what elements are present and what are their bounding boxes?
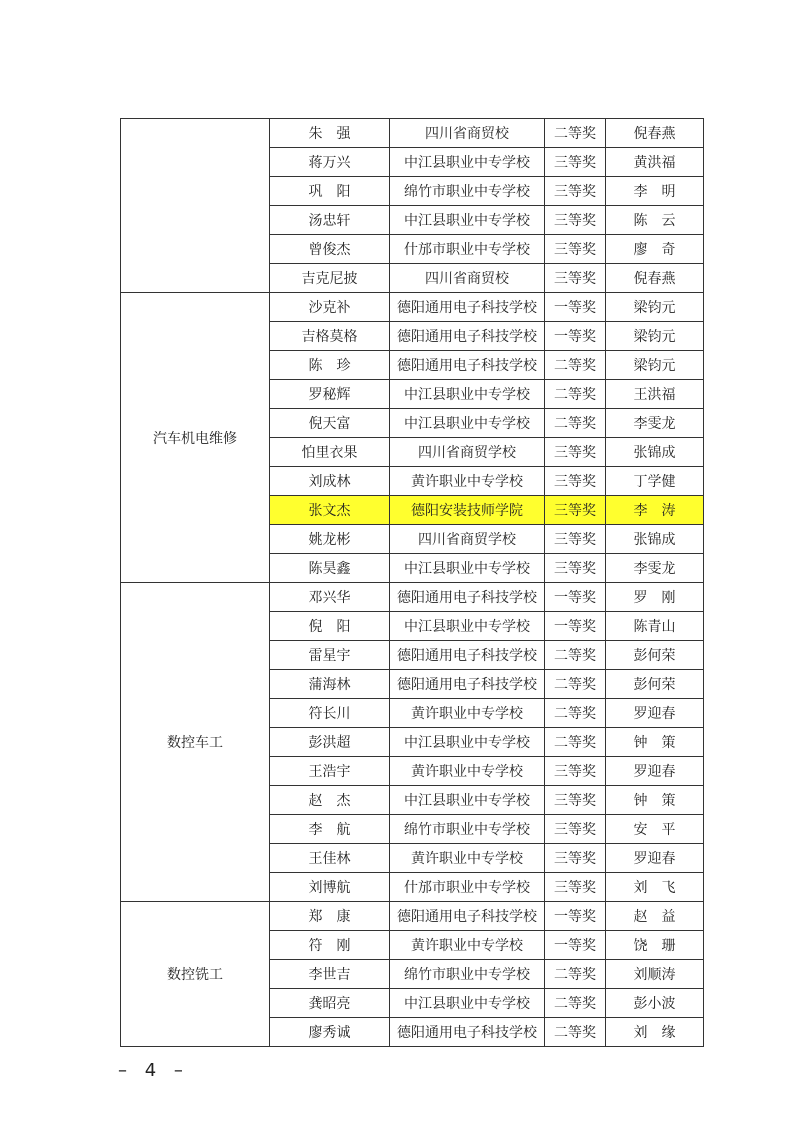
student-name-cell: 赵 杰 <box>270 786 390 815</box>
teacher-cell: 刘 缘 <box>606 1018 704 1047</box>
award-cell: 三等奖 <box>545 467 606 496</box>
teacher-cell: 李雯龙 <box>606 409 704 438</box>
student-name-cell: 吉克尼披 <box>270 264 390 293</box>
teacher-cell: 陈青山 <box>606 612 704 641</box>
school-cell: 德阳通用电子科技学校 <box>390 1018 545 1047</box>
teacher-cell: 钟 策 <box>606 728 704 757</box>
award-cell: 三等奖 <box>545 786 606 815</box>
table-row <box>121 293 704 322</box>
student-name-cell: 刘博航 <box>270 873 390 902</box>
award-cell: 三等奖 <box>545 525 606 554</box>
student-name-cell: 倪天富 <box>270 409 390 438</box>
school-cell: 中江县职业中专学校 <box>390 728 545 757</box>
award-cell: 一等奖 <box>545 293 606 322</box>
teacher-cell: 罗迎春 <box>606 757 704 786</box>
school-cell: 德阳通用电子科技学校 <box>390 902 545 931</box>
student-name-cell: 倪 阳 <box>270 612 390 641</box>
student-name-cell: 李 航 <box>270 815 390 844</box>
teacher-cell: 刘顺涛 <box>606 960 704 989</box>
school-cell: 黄许职业中专学校 <box>390 699 545 728</box>
award-cell: 二等奖 <box>545 119 606 148</box>
student-name-cell: 罗秘辉 <box>270 380 390 409</box>
student-name-cell: 龚昭亮 <box>270 989 390 1018</box>
award-cell: 二等奖 <box>545 641 606 670</box>
teacher-cell: 黄洪福 <box>606 148 704 177</box>
school-cell: 中江县职业中专学校 <box>390 148 545 177</box>
school-cell: 中江县职业中专学校 <box>390 612 545 641</box>
teacher-cell: 钟 策 <box>606 786 704 815</box>
teacher-cell: 彭何荣 <box>606 670 704 699</box>
student-name-cell: 曾俊杰 <box>270 235 390 264</box>
teacher-cell: 陈 云 <box>606 206 704 235</box>
award-cell: 三等奖 <box>545 206 606 235</box>
school-cell: 四川省商贸校 <box>390 264 545 293</box>
award-cell: 三等奖 <box>545 873 606 902</box>
teacher-cell: 安 平 <box>606 815 704 844</box>
student-name-cell: 王佳林 <box>270 844 390 873</box>
school-cell: 德阳安装技师学院 <box>390 496 545 525</box>
teacher-cell: 廖 奇 <box>606 235 704 264</box>
award-cell: 一等奖 <box>545 931 606 960</box>
student-name-cell: 朱 强 <box>270 119 390 148</box>
table-row <box>121 902 704 931</box>
teacher-cell: 李 明 <box>606 177 704 206</box>
page-number: – 4 – <box>118 1060 189 1081</box>
school-cell: 中江县职业中专学校 <box>390 409 545 438</box>
school-cell: 中江县职业中专学校 <box>390 554 545 583</box>
school-cell: 绵竹市职业中专学校 <box>390 177 545 206</box>
school-cell: 黄许职业中专学校 <box>390 931 545 960</box>
school-cell: 四川省商贸校 <box>390 119 545 148</box>
student-name-cell: 蒋万兴 <box>270 148 390 177</box>
school-cell: 德阳通用电子科技学校 <box>390 293 545 322</box>
student-name-cell: 雷星宇 <box>270 641 390 670</box>
teacher-cell: 梁钧元 <box>606 322 704 351</box>
school-cell: 中江县职业中专学校 <box>390 380 545 409</box>
student-name-cell: 汤忠轩 <box>270 206 390 235</box>
category-cell <box>121 119 270 293</box>
school-cell: 什邡市职业中专学校 <box>390 873 545 902</box>
student-name-cell: 李世吉 <box>270 960 390 989</box>
school-cell: 德阳通用电子科技学校 <box>390 322 545 351</box>
award-cell: 一等奖 <box>545 583 606 612</box>
student-name-cell: 张文杰 <box>270 496 390 525</box>
award-cell: 二等奖 <box>545 1018 606 1047</box>
teacher-cell: 罗迎春 <box>606 844 704 873</box>
category-cell: 数控车工 <box>121 583 270 902</box>
award-cell: 二等奖 <box>545 380 606 409</box>
award-cell: 三等奖 <box>545 148 606 177</box>
school-cell: 德阳通用电子科技学校 <box>390 641 545 670</box>
teacher-cell: 倪春燕 <box>606 264 704 293</box>
award-cell: 二等奖 <box>545 351 606 380</box>
teacher-cell: 倪春燕 <box>606 119 704 148</box>
student-name-cell: 刘成林 <box>270 467 390 496</box>
teacher-cell: 赵 益 <box>606 902 704 931</box>
teacher-cell: 王洪福 <box>606 380 704 409</box>
student-name-cell: 郑 康 <box>270 902 390 931</box>
student-name-cell: 姚龙彬 <box>270 525 390 554</box>
award-cell: 二等奖 <box>545 728 606 757</box>
table-row <box>121 583 704 612</box>
school-cell: 什邡市职业中专学校 <box>390 235 545 264</box>
award-cell: 三等奖 <box>545 496 606 525</box>
teacher-cell: 张锦成 <box>606 438 704 467</box>
school-cell: 中江县职业中专学校 <box>390 786 545 815</box>
teacher-cell: 李 涛 <box>606 496 704 525</box>
award-cell: 一等奖 <box>545 612 606 641</box>
award-cell: 三等奖 <box>545 844 606 873</box>
student-name-cell: 怕里衣果 <box>270 438 390 467</box>
award-cell: 三等奖 <box>545 815 606 844</box>
student-name-cell: 王浩宇 <box>270 757 390 786</box>
school-cell: 黄许职业中专学校 <box>390 844 545 873</box>
award-cell: 一等奖 <box>545 322 606 351</box>
award-table <box>120 118 704 1047</box>
award-cell: 三等奖 <box>545 235 606 264</box>
award-cell: 二等奖 <box>545 670 606 699</box>
award-table-body <box>121 119 704 1047</box>
teacher-cell: 彭小波 <box>606 989 704 1018</box>
school-cell: 黄许职业中专学校 <box>390 467 545 496</box>
school-cell: 德阳通用电子科技学校 <box>390 583 545 612</box>
school-cell: 中江县职业中专学校 <box>390 989 545 1018</box>
student-name-cell: 陈昊鑫 <box>270 554 390 583</box>
category-cell: 数控铣工 <box>121 902 270 1047</box>
award-cell: 三等奖 <box>545 554 606 583</box>
teacher-cell: 丁学健 <box>606 467 704 496</box>
student-name-cell: 沙克补 <box>270 293 390 322</box>
school-cell: 四川省商贸学校 <box>390 525 545 554</box>
award-cell: 二等奖 <box>545 699 606 728</box>
teacher-cell: 饶 珊 <box>606 931 704 960</box>
award-cell: 三等奖 <box>545 438 606 467</box>
teacher-cell: 刘 飞 <box>606 873 704 902</box>
student-name-cell: 邓兴华 <box>270 583 390 612</box>
school-cell: 德阳通用电子科技学校 <box>390 351 545 380</box>
teacher-cell: 李雯龙 <box>606 554 704 583</box>
school-cell: 绵竹市职业中专学校 <box>390 815 545 844</box>
award-cell: 三等奖 <box>545 264 606 293</box>
student-name-cell: 彭洪超 <box>270 728 390 757</box>
school-cell: 黄许职业中专学校 <box>390 757 545 786</box>
teacher-cell: 梁钧元 <box>606 351 704 380</box>
school-cell: 四川省商贸学校 <box>390 438 545 467</box>
award-cell: 一等奖 <box>545 902 606 931</box>
student-name-cell: 符 刚 <box>270 931 390 960</box>
student-name-cell: 蒲海林 <box>270 670 390 699</box>
category-cell: 汽车机电维修 <box>121 293 270 583</box>
teacher-cell: 罗 刚 <box>606 583 704 612</box>
teacher-cell: 罗迎春 <box>606 699 704 728</box>
teacher-cell: 张锦成 <box>606 525 704 554</box>
table-row <box>121 119 704 148</box>
award-cell: 二等奖 <box>545 960 606 989</box>
teacher-cell: 梁钧元 <box>606 293 704 322</box>
award-cell: 三等奖 <box>545 757 606 786</box>
student-name-cell: 廖秀诚 <box>270 1018 390 1047</box>
school-cell: 绵竹市职业中专学校 <box>390 960 545 989</box>
award-cell: 二等奖 <box>545 409 606 438</box>
award-cell: 二等奖 <box>545 989 606 1018</box>
student-name-cell: 吉格莫格 <box>270 322 390 351</box>
school-cell: 中江县职业中专学校 <box>390 206 545 235</box>
award-cell: 三等奖 <box>545 177 606 206</box>
teacher-cell: 彭何荣 <box>606 641 704 670</box>
student-name-cell: 巩 阳 <box>270 177 390 206</box>
school-cell: 德阳通用电子科技学校 <box>390 670 545 699</box>
student-name-cell: 陈 珍 <box>270 351 390 380</box>
student-name-cell: 符长川 <box>270 699 390 728</box>
